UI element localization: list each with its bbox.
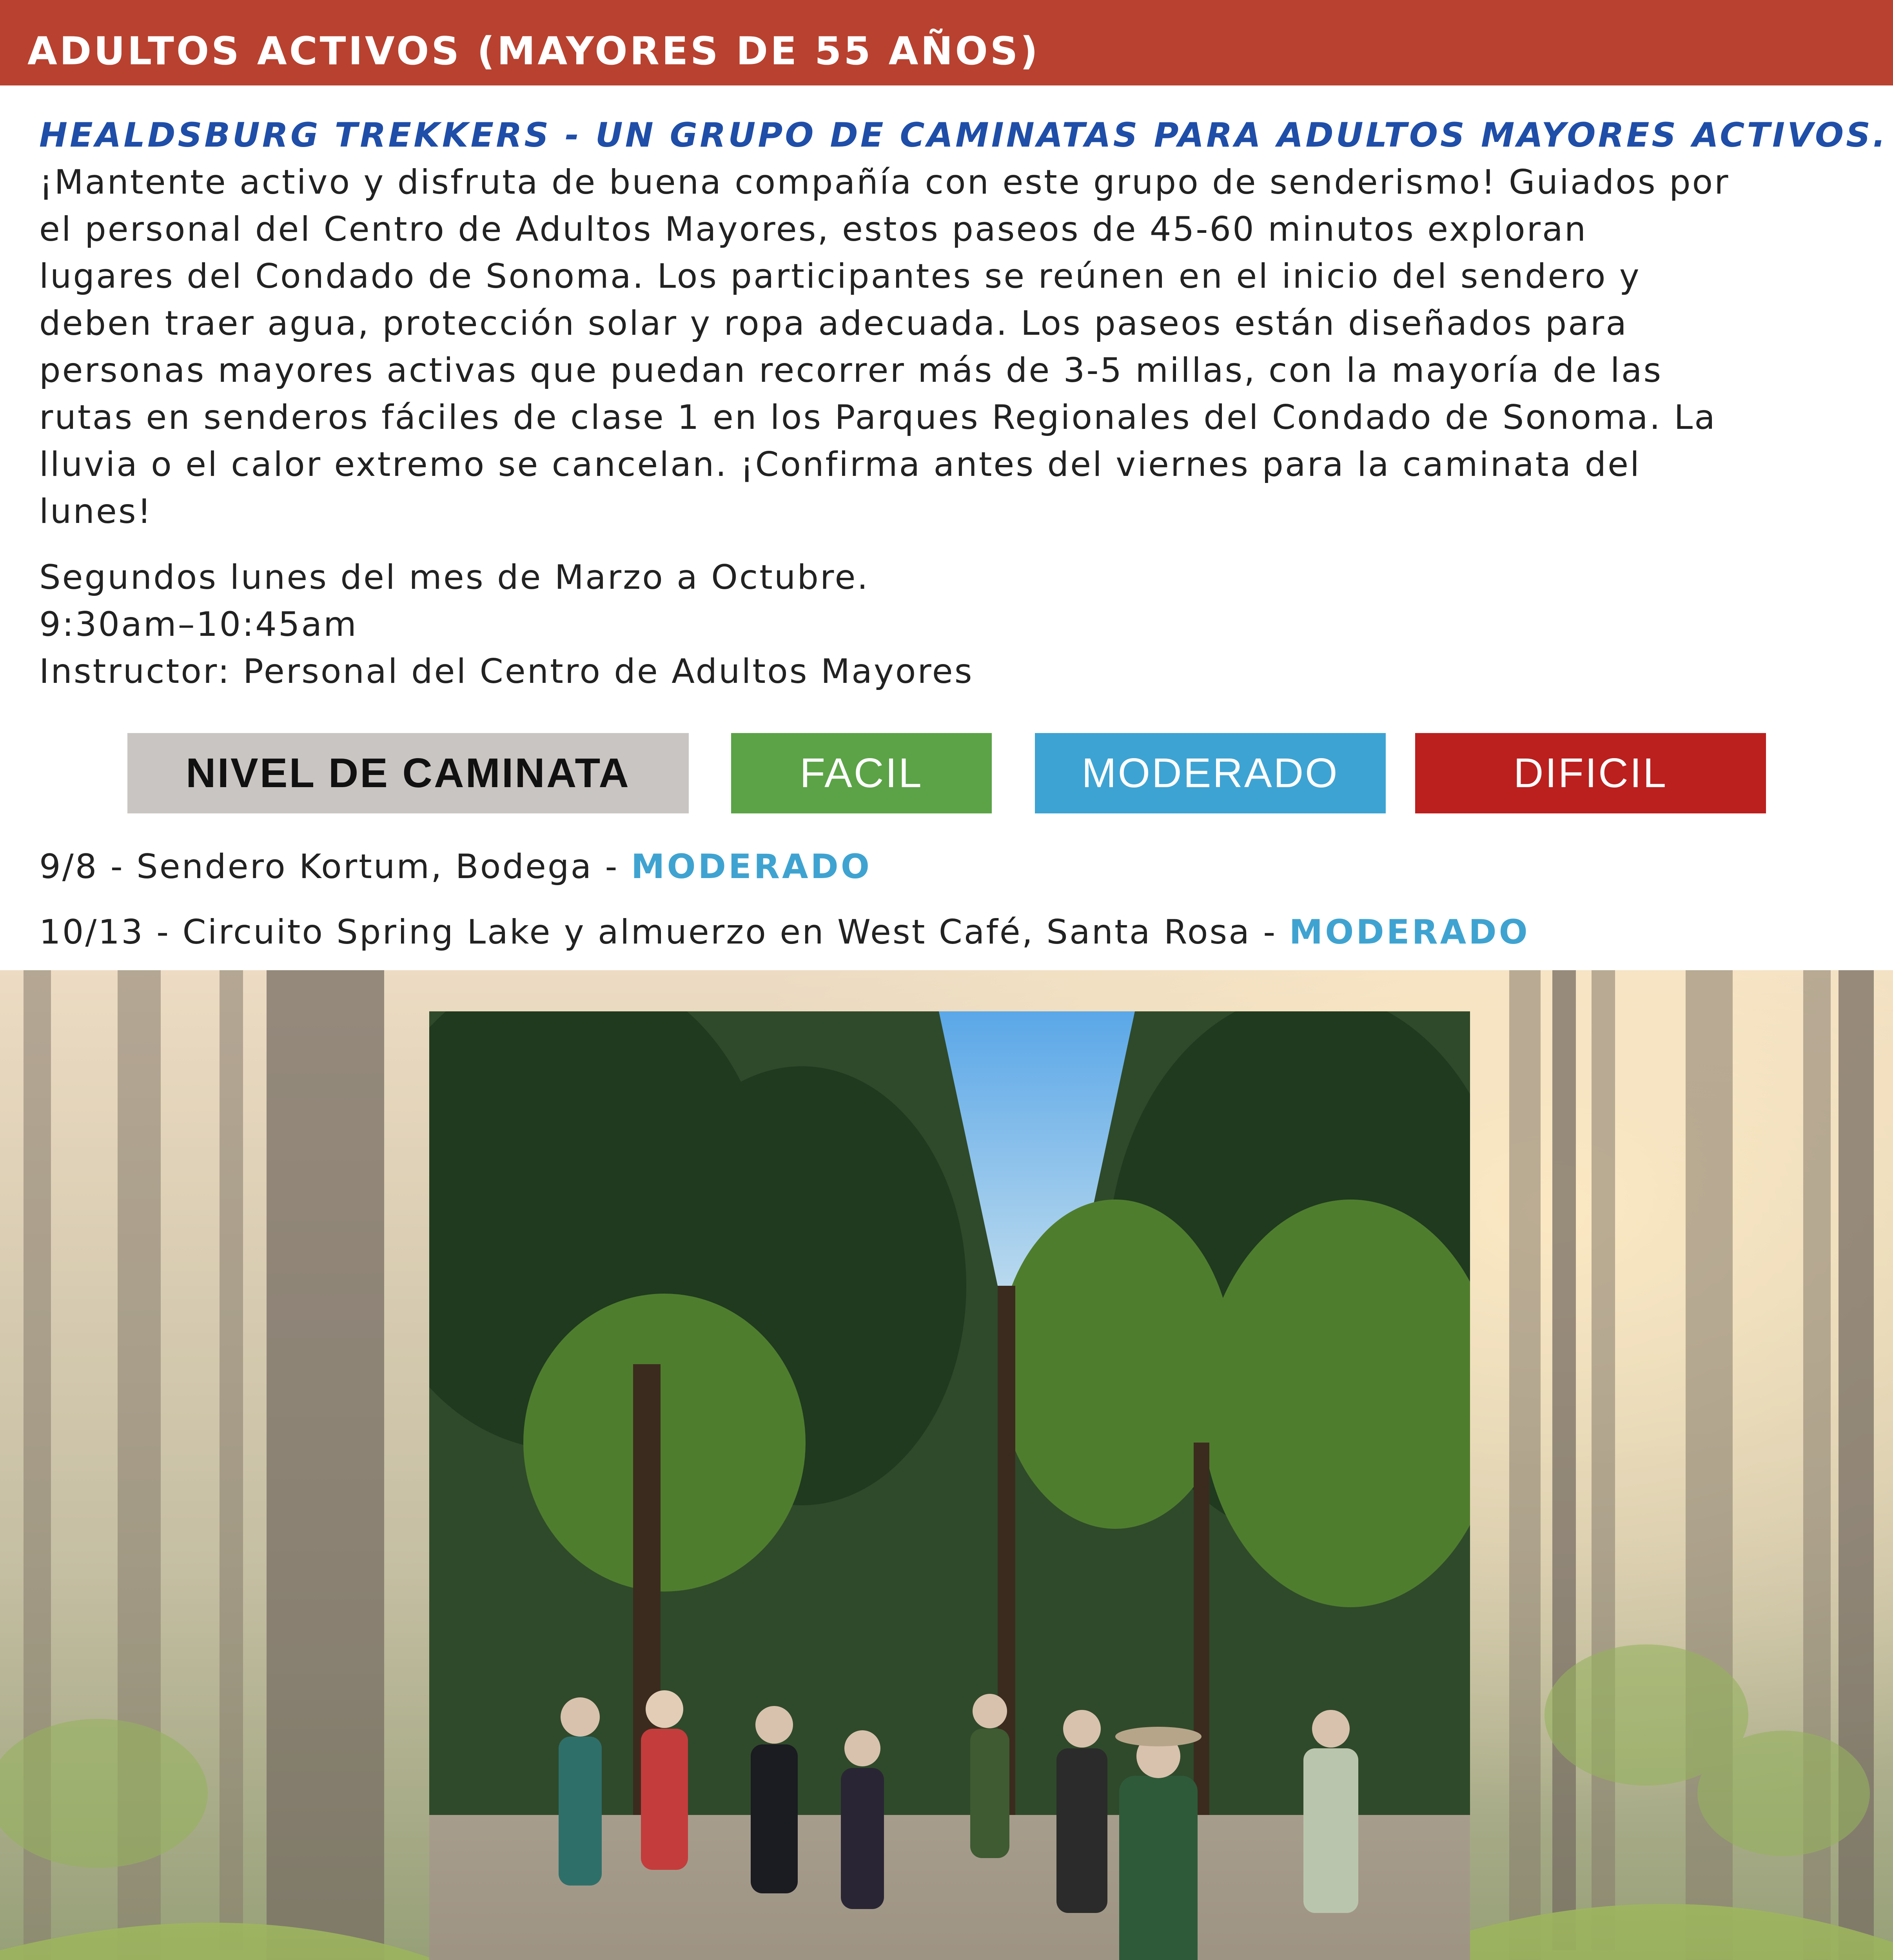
description-line: deben traer agua, protección solar y ropa adecuada. Los paseos están diseñados para [39,304,1628,343]
schedule-time: 9:30am–10:45am [39,605,358,644]
schedule-block [39,554,1858,695]
description-line: rutas en senderos fáciles de clase 1 en los Parques Regionales del Condado de Sonoma. La [39,398,1717,437]
description-line: lugares del Condado de Sonoma. Los participantes se reúnen en el inicio del sendero y [39,257,1641,296]
legend-title: NIVEL DE CAMINATA [127,733,689,813]
instructor: Instructor: Personal del Centro de Adultos Mayores [39,652,974,691]
legend-easy: FACIL [731,733,992,813]
hike-level: MODERADO [1289,913,1530,952]
program-description [39,159,1858,535]
description-line: lluvia o el calor extremo se cancelan. ¡Confirma antes del viernes para la caminata del [39,445,1641,484]
legend-hard: DIFICIL [1415,733,1766,813]
hike-item [39,847,872,886]
hike-description: 9/8 - Sendero Kortum, Bodega - [39,847,631,886]
program-subtitle: HEALDSBURG TREKKERS - UN GRUPO DE CAMINATAS PARA ADULTOS MAYORES ACTIVOS. [39,116,1888,155]
hike-item [39,913,1530,952]
schedule-days: Segundos lunes del mes de Marzo a Octubre. [39,558,869,597]
description-line: el personal del Centro de Adultos Mayores, estos paseos de 45-60 minutos exploran [39,210,1588,249]
program-content [39,112,1888,695]
hike-level: MODERADO [631,847,872,886]
legend-moderate: MODERADO [1035,733,1386,813]
description-line: personas mayores activas que puedan recorrer más de 3-5 millas, con la mayoría de las [39,351,1663,390]
description-line: lunes! [39,492,153,531]
section-title: ADULTOS ACTIVOS (MAYORES DE 55 AÑOS) [27,29,1040,74]
hike-description: 10/13 - Circuito Spring Lake y almuerzo en West Café, Santa Rosa - [39,913,1289,952]
description-line: ¡Mantente activo y disfruta de buena compañía con este grupo de senderismo! Guiados por [39,163,1730,202]
group-hike-photo [429,1011,1470,1960]
